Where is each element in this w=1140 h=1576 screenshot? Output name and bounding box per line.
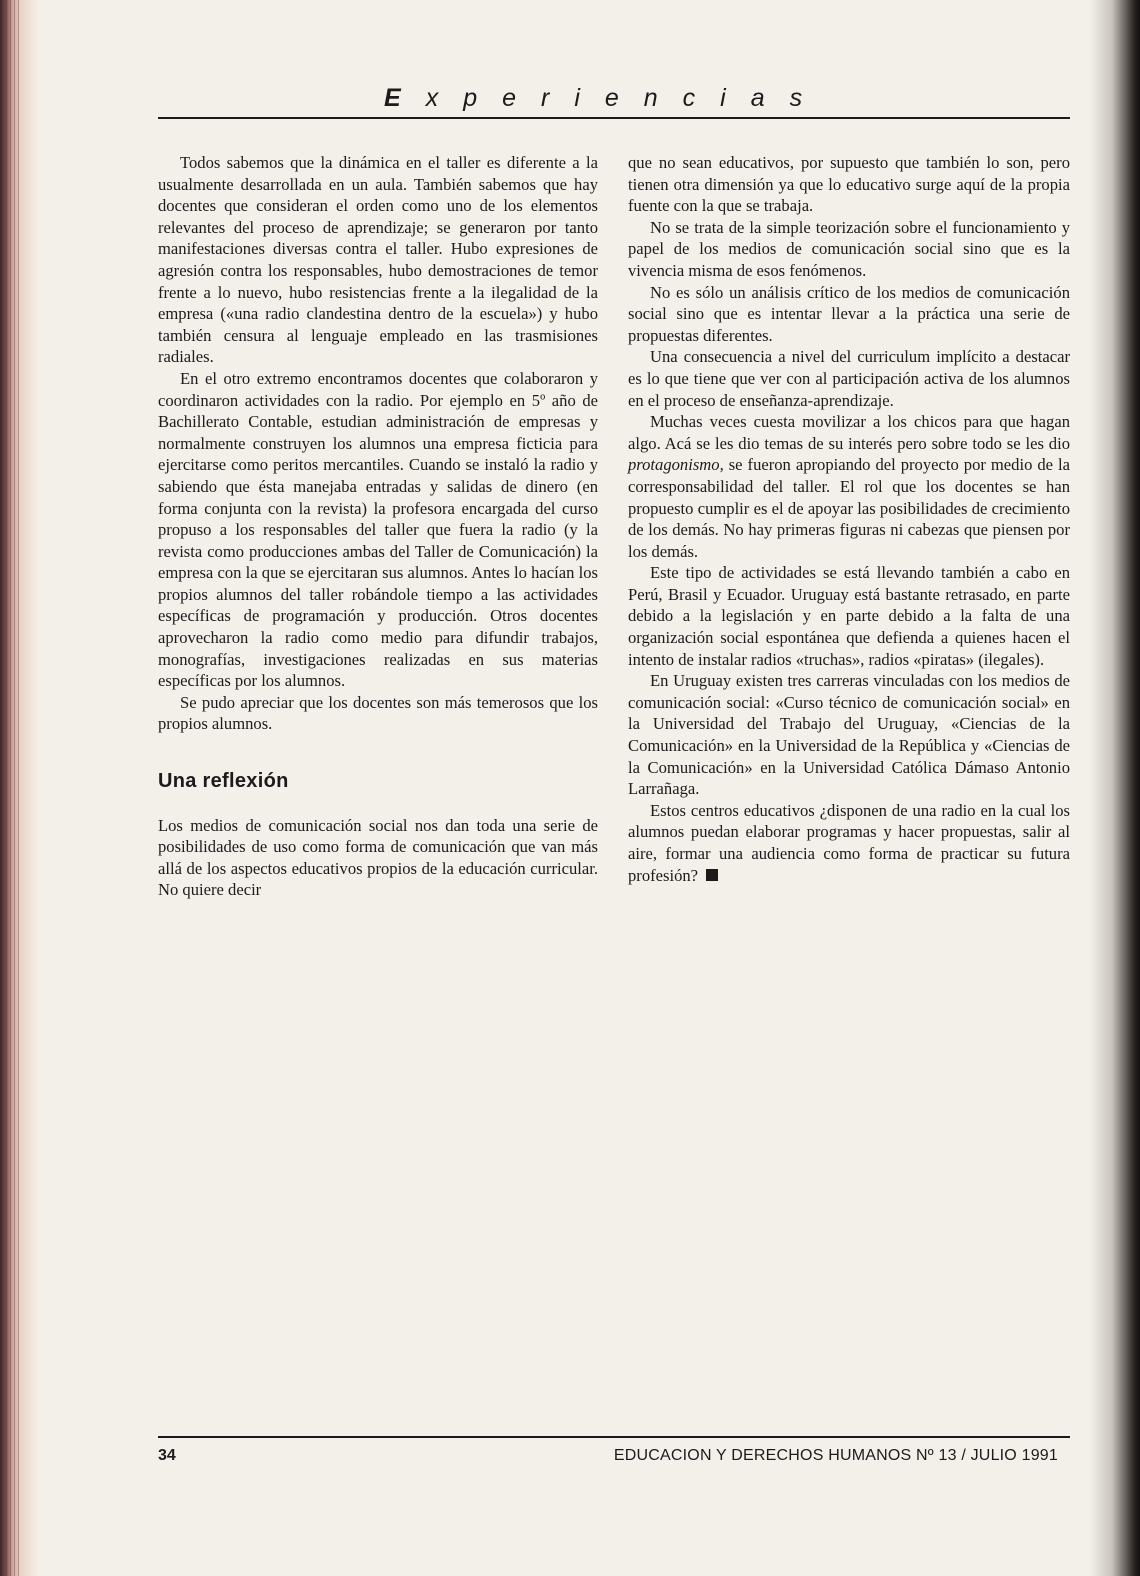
section-heading: Una reflexión bbox=[158, 770, 289, 793]
end-of-article-square-icon bbox=[706, 869, 718, 881]
emphasis-text: protagonismo, bbox=[628, 455, 724, 475]
right-column bbox=[628, 152, 1070, 886]
paragraph-continuation: que no sean educativos, por supuesto que también lo son, pero tienen otra dimensión ya que lo educativo surge aquí de la propia fuente con la que se trabaja. bbox=[628, 153, 1070, 216]
text-run: Estos centros educativos ¿disponen de una radio en la cual los alumnos puedan elaborar programas y hacer propuestas, salir al aire, formar una audiencia como forma de practicar su futura profesión? bbox=[628, 800, 1070, 885]
header-rule bbox=[158, 117, 1070, 119]
page-number: 34 bbox=[158, 1447, 176, 1464]
paragraph: No es sólo un análisis crítico de los medios de comunicación social sino que es intentar llevar a la práctica una serie de propuestas diferentes. bbox=[628, 282, 1070, 345]
paragraph: Se pudo apreciar que los docentes son más temerosos que los propios alumnos. bbox=[158, 692, 598, 734]
paragraph: Los medios de comunicación social nos dan toda una serie de posibilidades de uso como forma de comunicación que van más allá de los aspectos educativos propios de la educación curricular. No quiere decir bbox=[158, 815, 598, 900]
paragraph: No se trata de la simple teorización sobre el funcionamiento y papel de los medios de comunicación social sino que es la vivencia misma de esos fenómenos. bbox=[628, 217, 1070, 280]
section-title bbox=[384, 84, 844, 113]
paragraph bbox=[628, 411, 1070, 562]
left-column bbox=[158, 152, 598, 901]
paragraph: Este tipo de actividades se está llevando también a cabo en Perú, Brasil y Ecuador. Uruguay está bastante retrasado, en parte debido a la legislación y en parte debido a la falta de una organización social espontánea que defienda a quienes hacen el intento de instalar radios «truchas», radios «piratas» (ilegales). bbox=[628, 563, 1070, 669]
page-right-shadow bbox=[1090, 0, 1140, 1576]
paragraph: En el otro extremo encontramos docentes que colaboraron y coordinaron actividades con la radio. Por ejemplo en 5º año de Bachillerato Contable, estudian administración de empresas y normalmente construyen los alumnos una empresa ficticia para ejercitarse como peritos mercantiles. Cuando se instaló la radio y sabiendo que ésta manejaba entradas y salidas de dinero (en forma conjunta con la revista) la profesora encargada del curso propuso a los responsables del taller que fuera la radio (y la revista como producciones ambas del Taller de Comunicación) la empresa con la que se ejercitaran sus alumnos. Antes lo hacían los propios alumnos del taller robándole tiempo a las actividades específicas de programación y producción. Otros docentes aprovecharon la radio como medio para difundir trabajos, monografías, investigaciones realizadas en sus materias específicas por los alumnos. bbox=[158, 368, 598, 691]
paragraph bbox=[628, 800, 1070, 886]
text-run: Muchas veces cuesta movilizar a los chicos para que hagan algo. Acá se les dio temas de su interés pero sobre todo se les dio bbox=[628, 412, 1070, 453]
section-title-initial: E bbox=[384, 84, 426, 112]
paragraph: Todos sabemos que la dinámica en el taller es diferente a la usualmente desarrollada en un aula. También sabemos que hay docentes que consideran el orden como uno de los elementos relevantes del proceso de aprendizaje; se generaron por tanto manifestaciones diversas contra el taller. Hubo expresiones de agresión contra los responsables, hubo demostraciones de temor frente a lo nuevo, hubo resistencias frente a la ilegalidad de la empresa («una radio clandestina dentro de la escuela») y hubo también censura al lenguaje empleado en las trasmisiones radiales. bbox=[158, 153, 598, 367]
page-stack-lines bbox=[6, 0, 22, 1576]
footer-rule bbox=[158, 1436, 1070, 1438]
paragraph: En Uruguay existen tres carreras vinculadas con los medios de comunicación social: «Curso técnico de comunicación social» en la Universidad del Trabajo del Uruguay, «Ciencias de la Comunicación» en la Universidad de la República y «Ciencias de la Comunicación» en la Universidad Católica Dámaso Antonio Larrañaga. bbox=[628, 671, 1070, 799]
text-run: se fueron apropiando del proyecto por medio de la corresponsabilidad del taller. El rol que los docentes se han propuesto cumplir es el de apoyar las posibilidades de crecimiento de los demás. No hay primeras figuras ni cabezas que piensen por los demás. bbox=[628, 455, 1070, 561]
paragraph: Una consecuencia a nivel del curriculum implícito a destacar es lo que tiene que ver con al participación activa de los alumnos en el proceso de enseñanza-aprendizaje. bbox=[628, 347, 1070, 410]
section-title-rest: xperiencias bbox=[425, 84, 828, 112]
publication-footer: EDUCACION Y DERECHOS HUMANOS Nº 13 / JULIO 1991 bbox=[613, 1447, 1058, 1464]
